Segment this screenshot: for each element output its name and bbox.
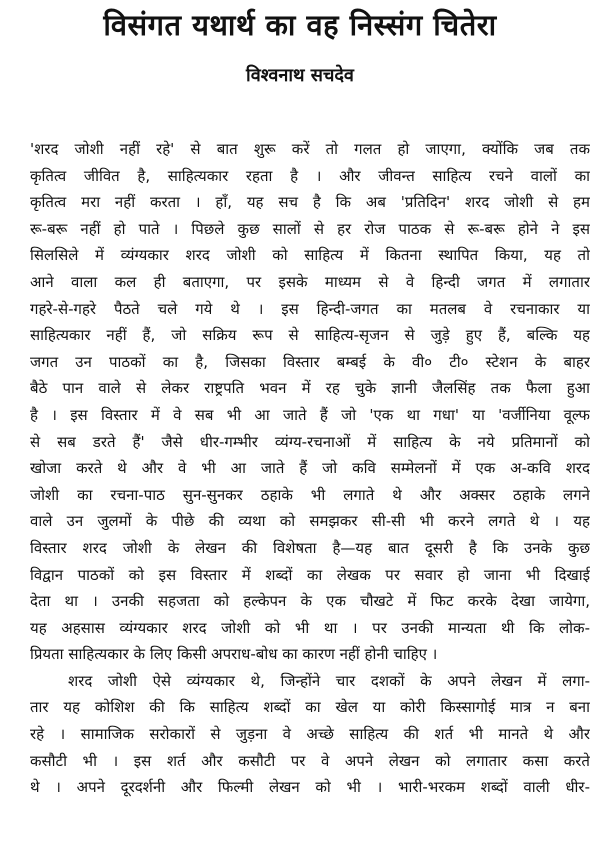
text-line: कृतित्व मरा नहीं करता । हाँ, यह सच है कि अब 'प्रतिदिन' शरद जोशी से हम: [30, 193, 590, 212]
text-line: वाले उन जुलमों के पीछे की व्यथा को समझकर सी-सी भी करने लगते थे । यह: [30, 512, 590, 531]
article-title: विसंगत यथार्थ का वह निस्संग चितेरा: [103, 8, 497, 42]
text-line: प्रियता साहित्यकार के लिए किसी अपराध-बोध का कारण नहीं होनी चाहिए ।: [30, 645, 438, 664]
text-line: थे । अपने दूरदर्शनी और फिल्मी लेखन को भी । भारी-भरकम शब्दों वाली धीर-: [30, 778, 590, 797]
text-line: शरद जोशी ऐसे व्यंग्यकार थे, जिन्होंने चार दशकों के अपने लेखन में लगा-: [68, 671, 590, 690]
text-line: रू-बरू नहीं हो पाते । पिछले कुछ सालों से हर रोज पाठक से रू-बरू होने ने इस: [30, 219, 590, 238]
text-line: 'शरद जोशी नहीं रहे' से बात शुरू करें तो गलत हो जाएगा, क्योंकि जब तक: [30, 140, 590, 158]
text-line: सिलसिले में व्यंग्यकार शरद जोशी को साहित्य में कितना स्थापित किया, यह तो: [30, 246, 590, 265]
text-line: कृतित्व जीवित है, साहित्यकार रहता है । और जीवन्त साहित्य रचने वालों का: [30, 166, 590, 185]
text-line: देता था । उनकी सहजता को हल्केपन के एक चौखटे में फिट करके देखा जायेगा,: [30, 592, 590, 611]
text-line: कसौटी भी । इस शर्त और कसौटी पर वे अपने लेखन को लगातार कसा करते: [30, 751, 590, 770]
text-line: विस्तार शरद जोशी के लेखन की विशेषता है—यह बात दूसरी है कि उनके कुछ: [30, 538, 590, 557]
text-line: आने वाला कल ही बताएगा, पर इसके माध्यम से वे हिन्दी जगत में लगातार: [30, 272, 590, 291]
text-line: साहित्यकार नहीं हैं, जो सक्रिय रूप से साहित्य-सृजन से जुड़े हुए हैं, बल्कि यह: [30, 326, 590, 345]
text-line: जगत उन पाठकों का है, जिसका विस्तार बम्बई के वी० टी० स्टेशन के बाहर: [30, 352, 590, 371]
paragraph-1: [30, 136, 590, 668]
text-line: जोशी का रचना-पाठ सुन-सुनकर ठहाके भी लगाते थे और अक्सर ठहाके लगने: [30, 485, 590, 504]
text-line: खोजा करते थे और वे भी आ जाते हैं जो कवि सम्मेलनों में एक अ-कवि शरद: [30, 459, 590, 478]
text-line: विद्वान पाठकों को इस विस्तार में शब्दों का लेखक पर सवार हो जाना भी दिखाई: [30, 565, 590, 584]
text-line: यह अहसास व्यंग्यकार शरद जोशी को भी था । पर उनकी मान्यता थी कि लोक-: [30, 618, 590, 637]
author-name: विश्वनाथ सचदेव: [246, 65, 354, 86]
text-line: बैठे पान वाले से लेकर राष्ट्रपति भवन में रह चुके ज्ञानी जैलसिंह तक फैला हुआ: [30, 379, 590, 398]
article-body: [30, 136, 590, 801]
text-line: है । इस विस्तार में वे सब भी आ जाते हैं जो 'एक था गधा' या 'वर्जीनिया वूल्फ: [30, 405, 590, 424]
paragraph-2: [30, 668, 590, 801]
text-line: तार यह कोशिश की कि साहित्य शब्दों का खेल या कोरी किस्सागोई मात्र न बना: [30, 698, 590, 717]
text-line: रहे । सामाजिक सरोकारों से जुड़ना वे अच्छे साहित्य की शर्त भी मानते थे और: [30, 725, 590, 744]
text-line: से सब डरते हैं' जैसे धीर-गम्भीर व्यंग्य-रचनाओं में साहित्य के नये प्रतिमानों को: [30, 432, 590, 451]
text-line: गहरे-से-गहरे पैठते चले गये थे । इस हिन्दी-जगत का मतलब वे रचनाकार या: [30, 299, 590, 318]
